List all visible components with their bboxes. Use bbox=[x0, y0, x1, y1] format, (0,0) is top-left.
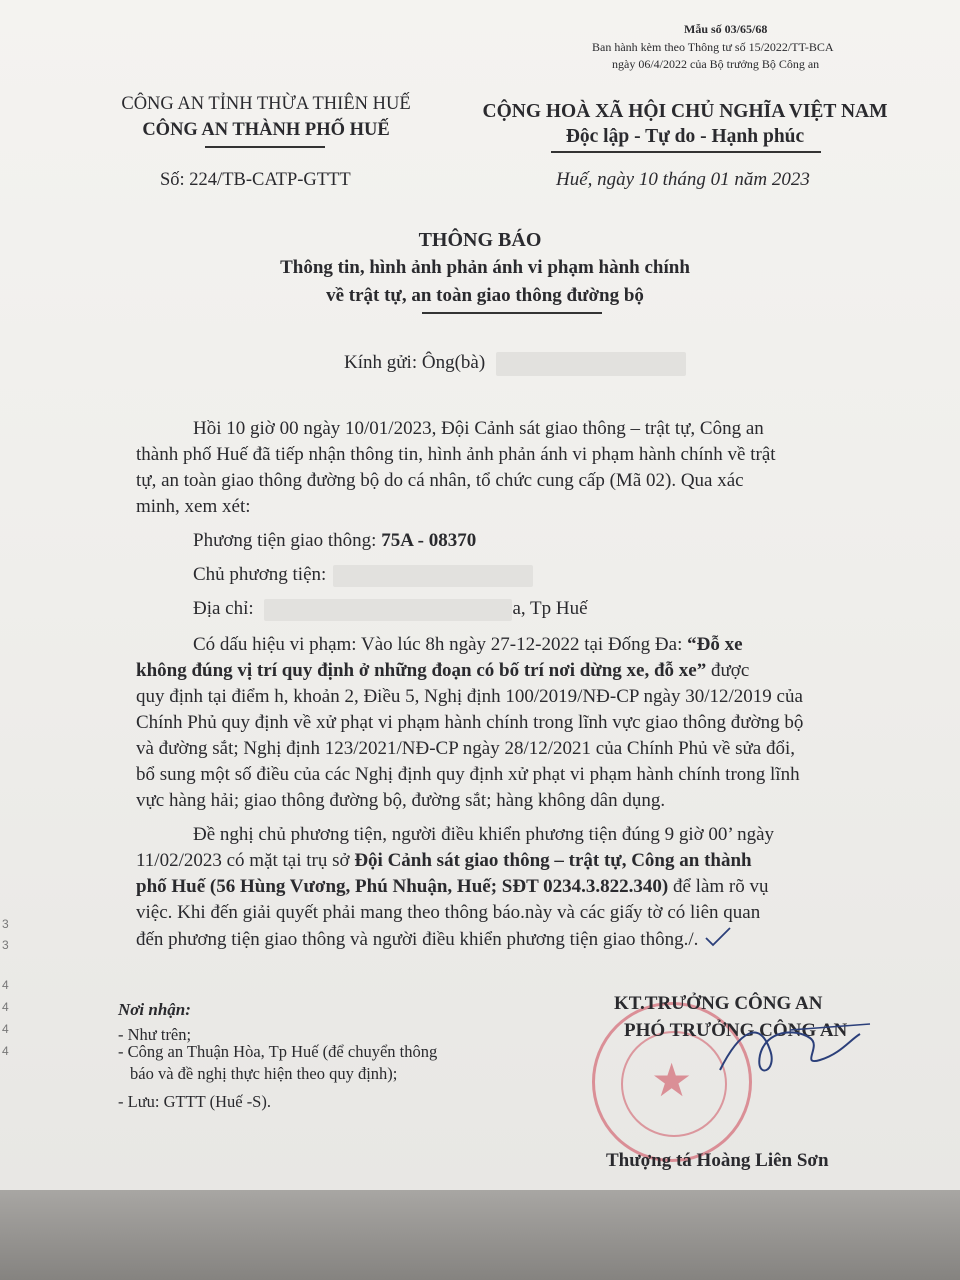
agency-name: CÔNG AN THÀNH PHỐ HUẾ bbox=[142, 120, 390, 140]
paragraph3-line2 bbox=[136, 848, 752, 874]
paragraph3-line4: việc. Khi đến giải quyết phải mang theo thông báo.này và các giấy tờ có liên quan bbox=[136, 902, 761, 923]
office-address: phố Huế (56 Hùng Vương, Phú Nhuận, Huế; SĐT 0234.3.822.340) bbox=[136, 876, 669, 897]
paragraph1-line2: thành phố Huế đã tiếp nhận thông tin, hình ảnh phản ánh vi phạm hành chính về trật bbox=[136, 444, 776, 465]
paragraph3-line1: Đề nghị chủ phương tiện, người điều khiển phương tiện đúng 9 giờ 00’ ngày bbox=[193, 824, 775, 845]
margin-mark: 3 bbox=[2, 917, 9, 931]
paragraph1-line4: minh, xem xét: bbox=[136, 496, 251, 517]
distribution-item-2: - Công an Thuận Hòa, Tp Huế (để chuyển thông bbox=[118, 1042, 438, 1061]
address-suffix: a, Tp Huế bbox=[512, 598, 588, 619]
paragraph2-line7: vực hàng hải; giao thông đường bộ, đường sắt; hàng không dân dụng. bbox=[136, 790, 666, 811]
office-name: Đội Cảnh sát giao thông – trật tự, Công an thành bbox=[354, 850, 752, 871]
paragraph2-line3: quy định tại điểm h, khoản 2, Điều 5, Nghị định 100/2019/NĐ-CP ngày 30/12/2019 của bbox=[136, 686, 803, 707]
redacted-recipient-name bbox=[496, 352, 686, 376]
violation-quote-tail: được bbox=[706, 660, 750, 681]
appointment-intro: 11/02/2023 có mặt tại trụ sở bbox=[136, 850, 355, 871]
recipient-line bbox=[344, 350, 686, 376]
violation-quote-start: “Đỗ xe bbox=[687, 634, 743, 655]
vehicle-line bbox=[193, 528, 476, 554]
handwritten-signature bbox=[700, 1010, 890, 1090]
margin-mark: 4 bbox=[2, 1044, 9, 1058]
vehicle-plate: 75A - 08370 bbox=[381, 530, 477, 551]
vehicle-label: Phương tiện giao thông: bbox=[193, 530, 377, 551]
margin-mark: 4 bbox=[2, 978, 9, 992]
margin-mark: 4 bbox=[2, 1022, 9, 1036]
issued-note-line1: Ban hành kèm theo Thông tư số 15/2022/TT-BCA bbox=[592, 40, 834, 54]
nation-motto: Độc lập - Tự do - Hạnh phúc bbox=[565, 126, 805, 147]
agency-parent: CÔNG AN TỈNH THỪA THIÊN HUẾ bbox=[121, 94, 411, 114]
paragraph3-line3 bbox=[136, 874, 769, 900]
table-surface bbox=[0, 1190, 960, 1280]
violation-quote: không đúng vị trí quy định ở những đoạn có bố trí nơi dừng xe, đỗ xe” bbox=[136, 660, 707, 681]
signature-title-line1: KT.TRƯỞNG CÔNG AN bbox=[614, 993, 823, 1014]
notice-title: THÔNG BÁO bbox=[418, 229, 542, 251]
address-line bbox=[193, 596, 588, 622]
closing-sentence: đến phương tiện giao thông và người điều khiển phương tiện giao thông./. bbox=[136, 929, 699, 950]
recipient-label: Kính gửi: Ông(bà) bbox=[344, 352, 486, 373]
distribution-item-2-cont: báo và đề nghị thực hiện theo quy định); bbox=[130, 1064, 398, 1083]
paragraph3-line5 bbox=[136, 926, 733, 953]
redacted-address bbox=[264, 599, 512, 621]
motto-underline bbox=[551, 151, 821, 153]
signer-name: Thượng tá Hoàng Liên Sơn bbox=[606, 1150, 829, 1171]
owner-line bbox=[193, 562, 533, 588]
form-number: Mẫu số 03/65/68 bbox=[684, 22, 768, 36]
nation-title: CỘNG HOÀ XÃ HỘI CHỦ NGHĨA VIỆT NAM bbox=[482, 101, 888, 122]
notice-subtitle-line2: về trật tự, an toàn giao thông đường bộ bbox=[326, 285, 644, 306]
violation-intro: Có dấu hiệu vi phạm: Vào lúc 8h ngày 27-12-2022 tại Đống Đa: bbox=[193, 634, 688, 655]
agency-underline bbox=[205, 146, 325, 148]
distribution-item-3: - Lưu: GTTT (Huế -S). bbox=[118, 1092, 271, 1111]
notice-subtitle-line1: Thông tin, hình ảnh phản ánh vi phạm hành chính bbox=[280, 257, 690, 278]
paragraph2-line5: và đường sắt; Nghị định 123/2021/NĐ-CP ngày 28/12/2021 của Chính Phủ về sửa đổi, bbox=[136, 738, 796, 759]
owner-label: Chủ phương tiện: bbox=[193, 564, 327, 585]
paragraph1-line1: Hồi 10 giờ 00 ngày 10/01/2023, Đội Cảnh sát giao thông – trật tự, Công an bbox=[193, 418, 764, 439]
address-label: Địa chỉ: bbox=[193, 598, 254, 619]
margin-mark: 3 bbox=[2, 938, 9, 952]
document-number: Số: 224/TB-CATP-GTTT bbox=[160, 170, 351, 190]
national-emblem-star-icon: ★ bbox=[651, 1053, 693, 1107]
margin-mark: 4 bbox=[2, 1000, 9, 1014]
paragraph1-line3: tự, an toàn giao thông đường bộ do cá nhân, tổ chức cung cấp (Mã 02). Qua xác bbox=[136, 470, 744, 491]
checkmark-icon bbox=[703, 926, 733, 948]
paragraph2-line6: bổ sung một số điều của các Nghị định quy định xử phạt vi phạm hành chính trong lĩnh bbox=[136, 764, 800, 785]
appointment-purpose: để làm rõ vụ bbox=[668, 876, 769, 897]
paragraph2-line2 bbox=[136, 658, 749, 684]
place-date: Huế, ngày 10 tháng 01 năm 2023 bbox=[556, 169, 810, 190]
issued-note-line2: ngày 06/4/2022 của Bộ trưởng Bộ Công an bbox=[612, 57, 820, 71]
distribution-heading: Nơi nhận: bbox=[118, 1000, 191, 1019]
distribution-item-1: - Như trên; bbox=[118, 1025, 192, 1044]
signature-title-line2: PHÓ TRƯỞNG CÔNG AN bbox=[624, 1020, 848, 1041]
paragraph2-line4: Chính Phủ quy định về xử phạt vi phạm hành chính trong lĩnh vực giao thông đường bộ bbox=[136, 712, 804, 733]
redacted-owner-name bbox=[333, 565, 533, 587]
subtitle-underline bbox=[422, 312, 602, 314]
paragraph2-line1 bbox=[193, 632, 743, 658]
